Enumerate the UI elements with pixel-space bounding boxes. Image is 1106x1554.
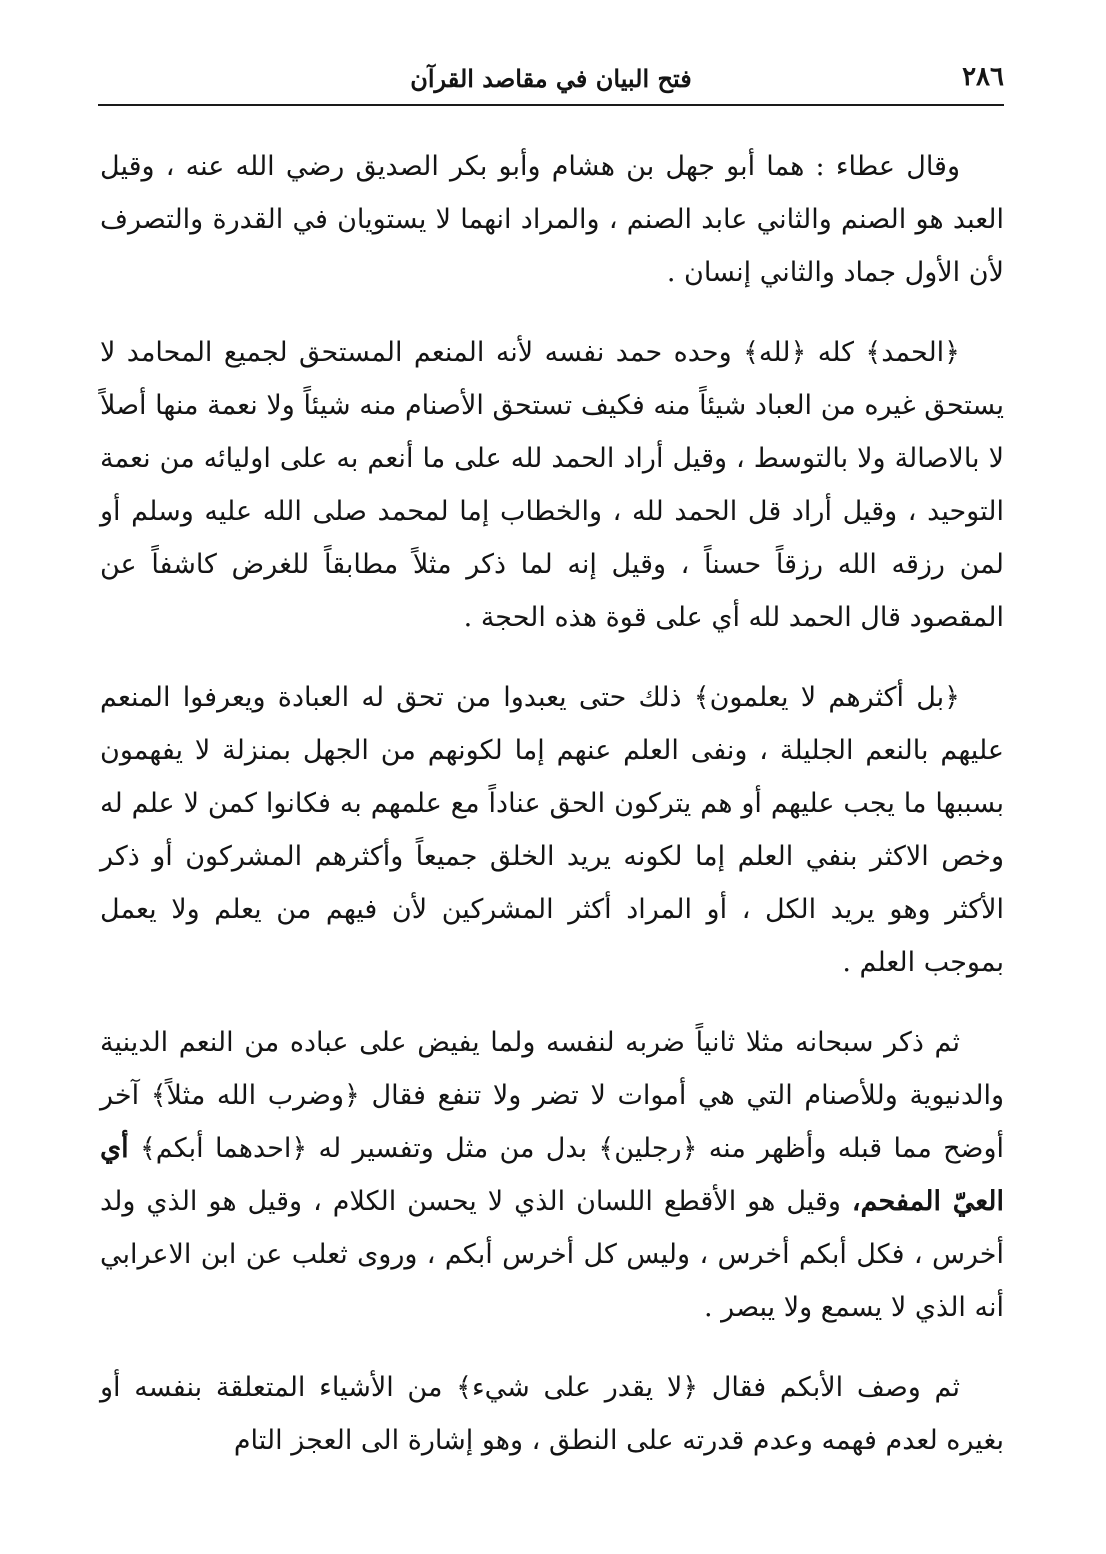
header-rule bbox=[98, 104, 1004, 106]
paragraph-1: وقال عطاء : هما أبو جهل بن هشام وأبو بكر الصديق رضي الله عنه ، وقيل العبد هو الصنم والثاني عابد الصنم ، والمراد انهما لا يستويان في القدرة والتصرف لأن الأول جماد والثاني إنسان . bbox=[100, 151, 1004, 288]
paragraph-4 bbox=[100, 1016, 1004, 1334]
paragraph-4-text-end: وقيل هو الأقطع اللسان الذي لا يحسن الكلام ، وقيل هو الذي ولد أخرس ، فكل أبكم أخرس ، وليس كل أخرس أبكم ، وروى ثعلب عن ابن الاعرابي أنه الذي لا يسمع ولا يبصر . bbox=[100, 1186, 1004, 1323]
paragraph-5: ثم وصف الأبكم فقال ﴿لا يقدر على شيء﴾ من الأشياء المتعلقة بنفسه أو بغيره لعدم فهمه وعدم قدرته على النطق ، وهو إشارة الى العجز التام bbox=[100, 1372, 1004, 1456]
page-number: ٢٨٦ bbox=[962, 62, 1004, 92]
body-text bbox=[100, 140, 1004, 1494]
paragraph-4-text-start: ثم ذكر سبحانه مثلا ثانياً ضربه لنفسه ولما يفيض على عباده من النعم الدينية والدنيوية وللأصنام التي هي أموات لا تضر ولا تنفع فقال ﴿وضرب الله مثلاً﴾ آخر أوضح مما قبله وأظهر منه ﴿رجلين﴾ بدل من مثل وتفسير له ﴿احدهما أبكم﴾ bbox=[100, 1027, 1004, 1164]
paragraph-3: ﴿بل أكثرهم لا يعلمون﴾ ذلك حتى يعبدوا من تحق له العبادة ويعرفوا المنعم عليهم بالنعم الجليلة ، ونفى العلم عنهم إما لكونهم من الجهل بمنزلة لا يفهمون بسببها ما يجب عليهم أو هم يتركون الحق عناداً مع علمهم به فكانوا كمن لا علم له وخص الاكثر بنفي العلم إما لكونه يريد الخلق جميعاً وأكثرهم المشركون أو ذكر الأكثر وهو يريد الكل ، أو المراد أكثر المشركين لأن فيهم من يعلم ولا يعمل بموجب العلم . bbox=[100, 682, 1004, 978]
paragraph-4-bold-gloss: أي العيّ المفحم، bbox=[100, 1133, 1004, 1217]
book-title: فتح البيان في مقاصد القرآن bbox=[410, 64, 692, 93]
paragraph-2: ﴿الحمد﴾ كله ﴿لله﴾ وحده حمد نفسه لأنه المنعم المستحق لجميع المحامد لا يستحق غيره من العباد شيئاً منه فكيف تستحق الأصنام منه شيئاً ولا نعمة منها أصلاً لا بالاصالة ولا بالتوسط ، وقيل أراد الحمد لله على ما أنعم به على اوليائه من نعمة التوحيد ، وقيل أراد قل الحمد لله ، والخطاب إما لمحمد صلى الله عليه وسلم أو لمن رزقه الله رزقاً حسناً ، وقيل إنه لما ذكر مثلاً مطابقاً للغرض كاشفاً عن المقصود قال الحمد لله أي على قوة هذه الحجة . bbox=[100, 337, 1004, 633]
running-header bbox=[98, 56, 1004, 104]
